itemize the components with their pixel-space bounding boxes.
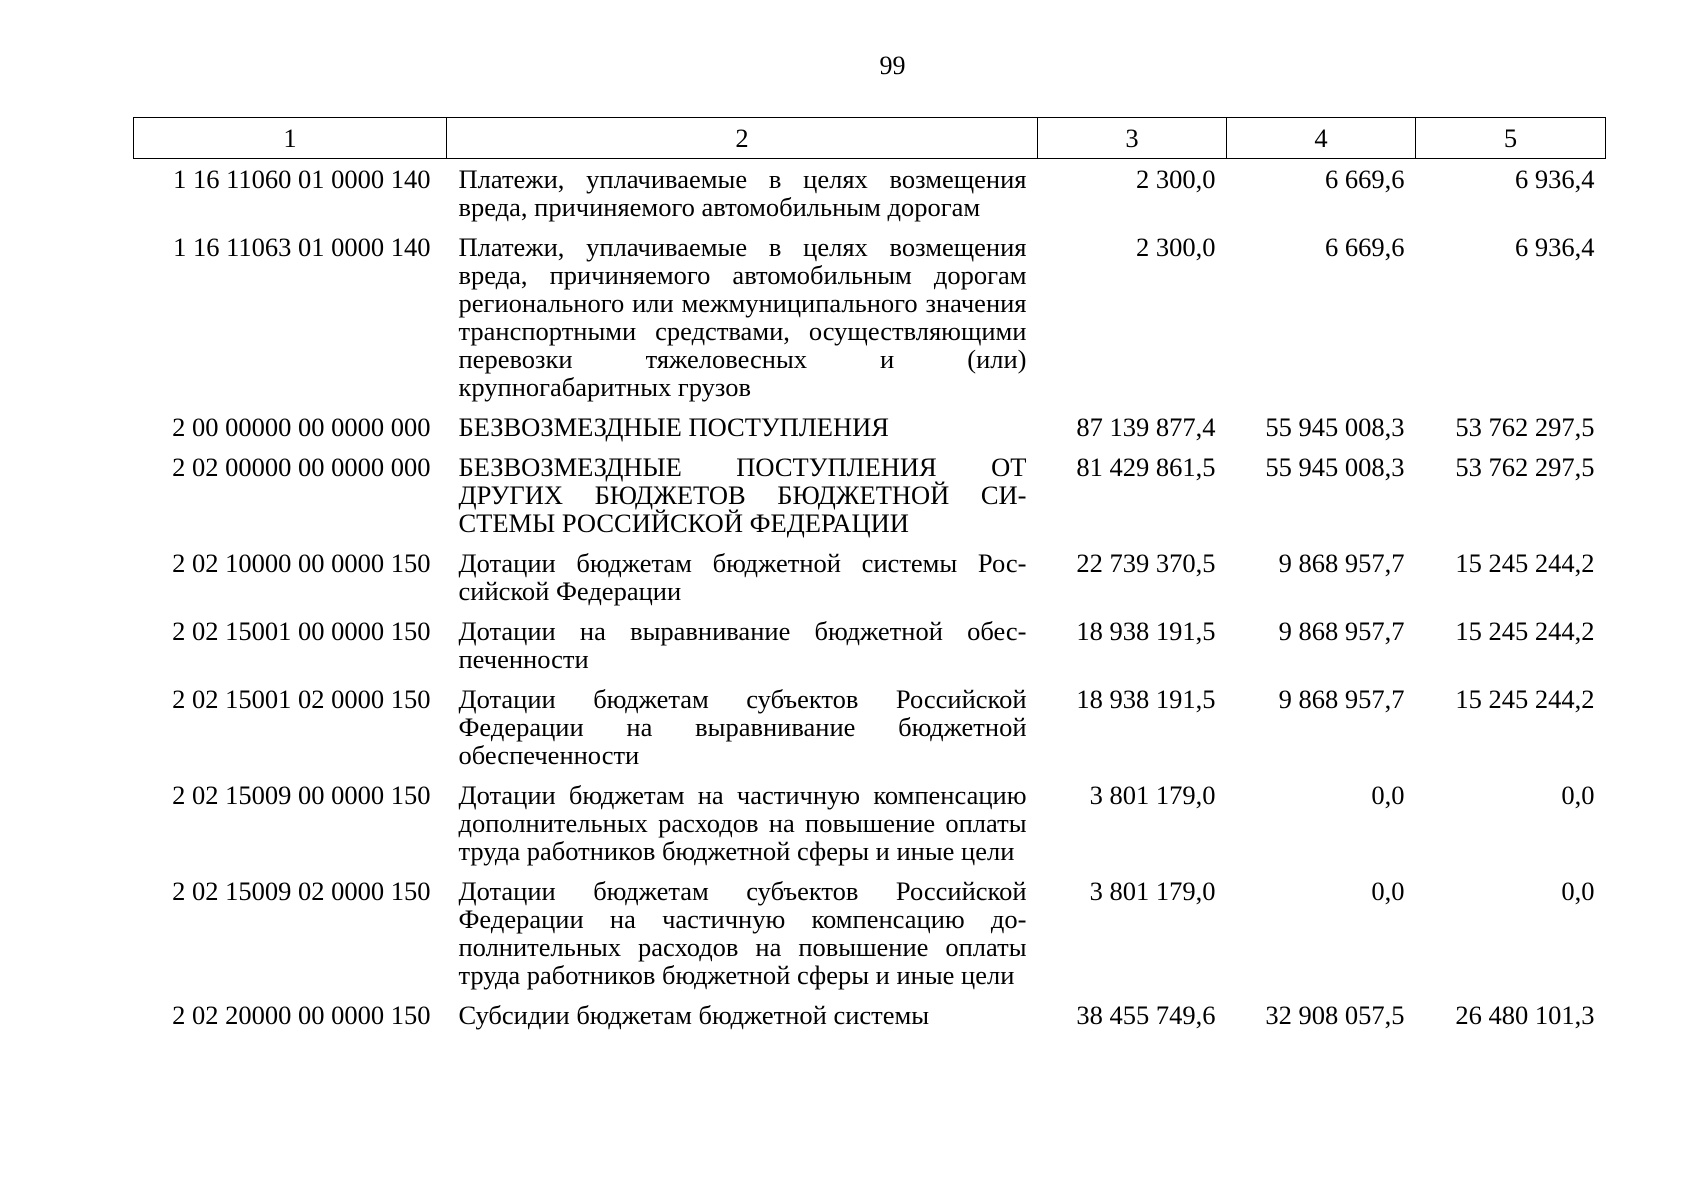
revenue-name: Дотации бюджетам субъектов Российской Федерации на частичную компенсацию дополнительных расходов на повышение оплаты труда работников бюджетной сферы и иные цели <box>458 876 1027 990</box>
table-row <box>134 227 1606 407</box>
revenue-code: 2 02 10000 00 0000 150 <box>172 548 431 578</box>
table-row <box>134 447 1606 543</box>
revenue-name: Дотации бюджетам на частичную компенсацию дополнительных расходов на повышение оплаты труда работников бюджетной сферы и иные цели <box>458 780 1027 866</box>
revenue-code: 2 02 15009 00 0000 150 <box>172 780 431 810</box>
amount-col-3: 18 938 191,5 <box>1076 616 1216 646</box>
table-row <box>134 679 1606 775</box>
amount-col-3: 3 801 179,0 <box>1089 780 1216 810</box>
amount-col-4: 9 868 957,7 <box>1278 548 1405 578</box>
table-row <box>134 407 1606 447</box>
amount-col-5: 0,0 <box>1561 780 1595 810</box>
header-col-5: 5 <box>1416 118 1606 159</box>
amount-col-3: 2 300,0 <box>1136 232 1216 262</box>
revenue-code: 2 02 15001 02 0000 150 <box>172 684 431 714</box>
revenue-name: Платежи, уплачиваемые в целях возмещения вреда, причиняемого автомобильным дорогам регионального или межмуниципального значения транспортными средствами, осуществляющими перевозки тяжеловесных и (или) крупногабаритных грузов <box>458 232 1027 402</box>
header-col-3: 3 <box>1038 118 1227 159</box>
amount-col-5: 26 480 101,3 <box>1455 1000 1595 1030</box>
amount-col-5: 53 762 297,5 <box>1455 412 1595 442</box>
amount-col-3: 81 429 861,5 <box>1076 452 1216 482</box>
budget-revenue-table <box>133 117 1606 1035</box>
revenue-name: Дотации бюджетам бюджетной системы Российской Федерации <box>458 548 1027 606</box>
header-col-1: 1 <box>134 118 447 159</box>
revenue-code: 2 02 15009 02 0000 150 <box>172 876 431 906</box>
amount-col-3: 22 739 370,5 <box>1076 548 1216 578</box>
amount-col-5: 6 936,4 <box>1515 164 1595 194</box>
revenue-name: БЕЗВОЗМЕЗДНЫЕ ПОСТУПЛЕНИЯ ОТ ДРУГИХ БЮДЖЕТОВ БЮДЖЕТНОЙ СИСТЕМЫ РОССИЙСКОЙ ФЕДЕРАЦИИ <box>458 452 1027 538</box>
revenue-code: 1 16 11060 01 0000 140 <box>173 164 431 194</box>
revenue-name: Субсидии бюджетам бюджетной системы <box>458 1000 930 1030</box>
amount-col-5: 15 245 244,2 <box>1455 684 1595 714</box>
amount-col-4: 0,0 <box>1371 780 1405 810</box>
header-col-2: 2 <box>447 118 1038 159</box>
page-number: 99 <box>879 51 906 80</box>
amount-col-4: 55 945 008,3 <box>1265 452 1405 482</box>
table-row <box>134 995 1606 1035</box>
revenue-code: 2 02 20000 00 0000 150 <box>172 1000 431 1030</box>
revenue-code: 2 02 15001 00 0000 150 <box>172 616 431 646</box>
table-row <box>134 871 1606 995</box>
amount-col-3: 2 300,0 <box>1136 164 1216 194</box>
revenue-code: 2 02 00000 00 0000 000 <box>172 452 431 482</box>
amount-col-4: 0,0 <box>1371 876 1405 906</box>
amount-col-3: 87 139 877,4 <box>1076 412 1216 442</box>
revenue-name: БЕЗВОЗМЕЗДНЫЕ ПОСТУПЛЕНИЯ <box>458 412 889 442</box>
amount-col-5: 6 936,4 <box>1515 232 1595 262</box>
amount-col-4: 32 908 057,5 <box>1265 1000 1405 1030</box>
amount-col-4: 6 669,6 <box>1325 232 1405 262</box>
revenue-code: 1 16 11063 01 0000 140 <box>173 232 431 262</box>
amount-col-3: 3 801 179,0 <box>1089 876 1216 906</box>
amount-col-4: 6 669,6 <box>1325 164 1405 194</box>
amount-col-5: 15 245 244,2 <box>1455 548 1595 578</box>
amount-col-4: 9 868 957,7 <box>1278 616 1405 646</box>
amount-col-4: 55 945 008,3 <box>1265 412 1405 442</box>
amount-col-5: 15 245 244,2 <box>1455 616 1595 646</box>
table-row <box>134 611 1606 679</box>
revenue-name: Дотации на выравнивание бюджетной обеспеченности <box>458 616 1027 674</box>
revenue-name: Платежи, уплачиваемые в целях возмещения вреда, причиняемого автомобильным дорогам <box>458 164 1027 222</box>
amount-col-5: 53 762 297,5 <box>1455 452 1595 482</box>
header-col-4: 4 <box>1227 118 1416 159</box>
revenue-code: 2 00 00000 00 0000 000 <box>172 412 431 442</box>
table-row <box>134 775 1606 871</box>
amount-col-3: 18 938 191,5 <box>1076 684 1216 714</box>
amount-col-5: 0,0 <box>1561 876 1595 906</box>
amount-col-4: 9 868 957,7 <box>1278 684 1405 714</box>
table-row <box>134 159 1606 228</box>
table-header-row <box>134 118 1606 159</box>
table-row <box>134 543 1606 611</box>
amount-col-3: 38 455 749,6 <box>1076 1000 1216 1030</box>
revenue-name: Дотации бюджетам субъектов Российской Федерации на выравнивание бюджетной обеспеченности <box>458 684 1027 770</box>
